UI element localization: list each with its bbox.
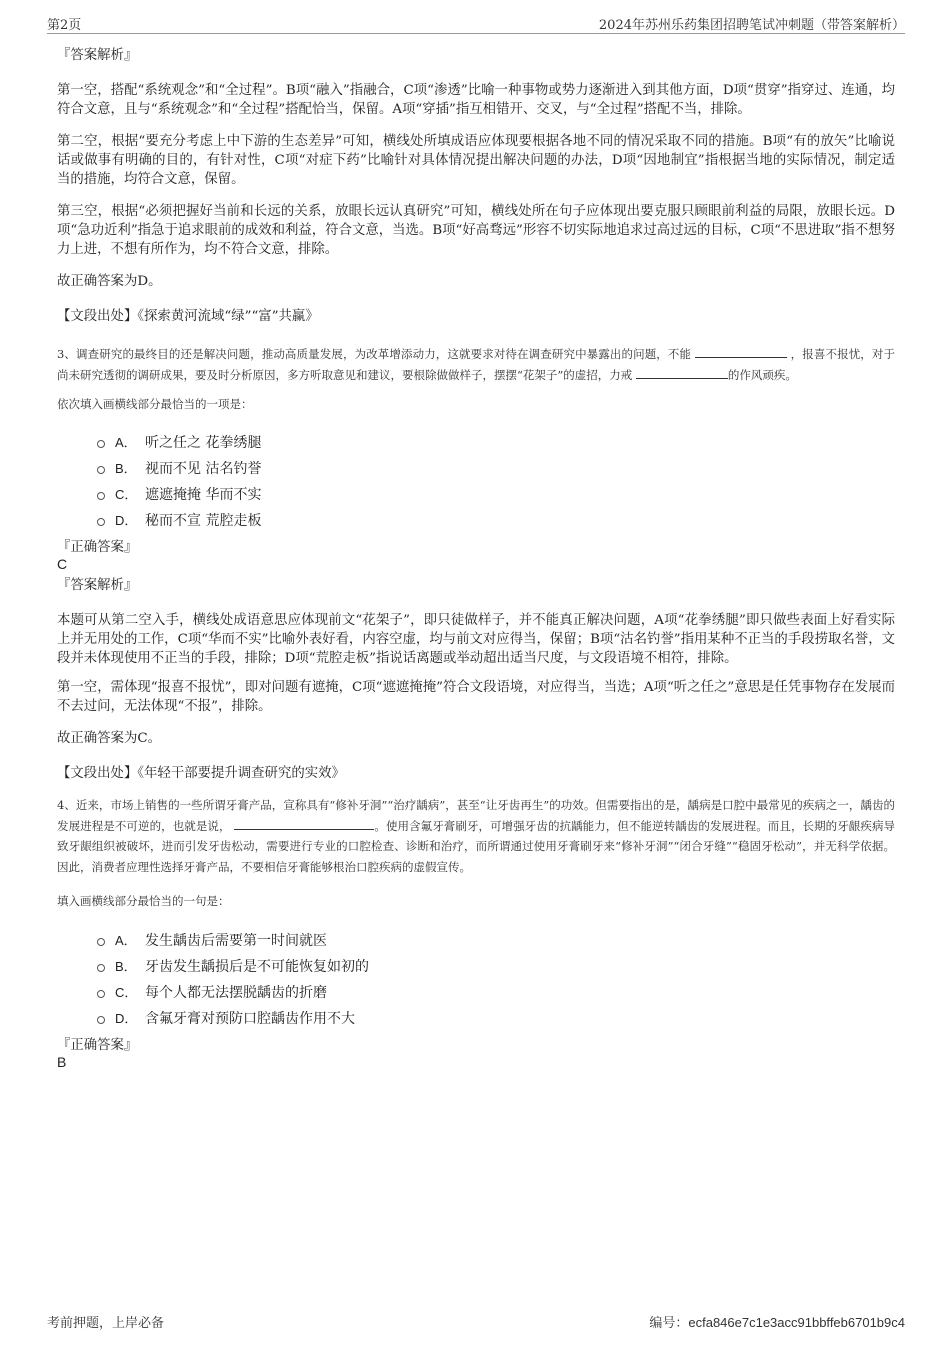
radio-button[interactable] <box>97 518 105 526</box>
radio-button[interactable] <box>97 1016 105 1024</box>
option-c[interactable] <box>57 482 895 508</box>
correct-answer-label: 『正确答案』 <box>57 1038 138 1053</box>
document-code <box>649 1312 905 1331</box>
option-letter: B． <box>115 461 137 476</box>
option-letter: D． <box>115 513 138 528</box>
question-instruction: 填入画横线部分最恰当的一句是： <box>57 894 230 908</box>
question-4-text <box>57 795 895 877</box>
option-a[interactable] <box>57 430 895 456</box>
radio-button[interactable] <box>97 492 105 500</box>
question-instruction: 依次填入画横线部分最恰当的一项是： <box>57 397 253 411</box>
analysis-paragraph: 第二空，根据“要充分考虑上中下游的生态差异”可知，横线处所填成语应体现要根据各地不同的情况采取不同的措施。B项“有的放矢”比喻说话或做事有明确的目的，有针对性，C项“对症下药”比喻针对具体情况提出解决问题的办法，D项“因地制宜”指根据当地的实际情况，制定适当的措施，均符合文意，保留。 <box>57 134 895 187</box>
option-letter: B． <box>115 959 137 974</box>
fill-blank <box>695 345 787 358</box>
option-text: 牙齿发生龋损后是不可能恢复如初的 <box>145 959 369 975</box>
option-letter: C． <box>115 985 138 1000</box>
source-citation: 【文段出处】《探索黄河流域“绿”“富”共赢》 <box>57 309 319 324</box>
question-text-segment: 4、近来，市场上销售的一些所谓牙膏产品，宣称具有“修补牙洞”“治疗龋病”，甚至“让牙齿再生”的功效。但需要指出的是，龋病是口腔中最常见的疾病之一，龋齿的发展进程是不可逆的，也就是说， <box>57 798 895 833</box>
option-letter: A． <box>115 435 137 450</box>
option-b[interactable] <box>57 456 895 482</box>
code-value: ecfa846e7c1e3acc91bbffeb6701b9c4 <box>688 1315 905 1330</box>
code-label: 编号： <box>649 1316 689 1331</box>
option-letter: A． <box>115 933 137 948</box>
radio-button[interactable] <box>97 938 105 946</box>
analysis-label: 『答案解析』 <box>57 578 138 593</box>
footer-slogan: 考前押题，上岸必备 <box>47 1316 165 1331</box>
radio-button[interactable] <box>97 964 105 972</box>
analysis-label: 『答案解析』 <box>57 48 138 63</box>
question-4-options <box>57 928 895 1032</box>
radio-button[interactable] <box>97 990 105 998</box>
page-number: 第2页 <box>47 18 82 33</box>
final-answer-statement: 故正确答案为C。 <box>57 731 161 746</box>
option-text: 秘而不宣 荒腔走板 <box>145 513 262 529</box>
document-title: 2024年苏州乐药集团招聘笔试冲刺题（带答案解析） <box>598 18 905 33</box>
option-a[interactable] <box>57 928 895 954</box>
correct-answer: B <box>57 1054 67 1070</box>
option-text: 发生龋齿后需要第一时间就医 <box>145 933 327 949</box>
option-text: 每个人都无法摆脱龋齿的折磨 <box>145 985 327 1001</box>
option-text: 视而不见 沽名钓誉 <box>145 461 262 477</box>
page-header <box>47 13 905 34</box>
analysis-paragraph: 本题可从第二空入手，横线处成语意思应体现前文“花架子”，即只徒做样子，并不能真正解决问题，A项“花拳绣腿”即只做些表面上好看实际上并无用处的工作，C项“华而不实”比喻外表好看，内容空虚，均与前文对应得当，保留；B项“沽名钓誉”指用某种不正当的手段捞取名誉，文段并未体现使用不正当的手段，排除；D项“荒腔走板”指说话离题或举动超出适当尺度，与文段语境不相符，排除。 <box>57 613 895 666</box>
radio-button[interactable] <box>97 466 105 474</box>
page-footer <box>47 1312 905 1332</box>
analysis-paragraph: 第一空，搭配“系统观念”和“全过程”。B项“融入”指融合，C项“渗透”比喻一种事物或势力逐渐进入到其他方面，D项“贯穿”指穿过、连通，均符合文意，且与“系统观念”和“全过程”搭配恰当，保留。A项“穿插”指互相错开、交叉，与“全过程”搭配不当，排除。 <box>57 83 895 117</box>
fill-blank <box>234 817 374 830</box>
option-text: 含氟牙膏对预防口腔龋齿作用不大 <box>145 1011 355 1027</box>
option-text: 听之任之 花拳绣腿 <box>145 435 262 451</box>
source-citation: 【文段出处】《年轻干部要提升调查研究的实效》 <box>57 766 345 781</box>
question-text-segment: 3、调查研究的最终目的还是解决问题，推动高质量发展，为改革增添动力，这就要求对待在调查研究中暴露出的问题，不能 <box>57 347 692 361</box>
analysis-paragraph: 第一空，需体现“报喜不报忧”，即对问题有遮掩，C项“遮遮掩掩”符合文段语境，对应得当，当选；A项“听之任之”意思是任凭事物存在发展而不去过问，无法体现“不报”，排除。 <box>57 680 895 714</box>
correct-answer-label: 『正确答案』 <box>57 540 138 555</box>
radio-button[interactable] <box>97 440 105 448</box>
option-letter: D． <box>115 1011 138 1026</box>
question-text-segment: 。使用含氟牙膏刷牙，可增强牙齿的抗龋能力，但不能逆转龋齿的发展进程。而且，长期的牙龈疾病导致牙龈组织被破坏，进而引发牙齿松动，需要进行专业的口腔检查、诊断和治疗，而所谓通过使用牙膏刷牙来“修补牙洞”“闭合牙缝”“稳固牙松动”，并无科学依据。因此，消费者应理性选择牙膏产品，不要相信牙膏能够根治口腔疾病的虚假宣传。 <box>57 818 896 874</box>
question-3-options <box>57 430 895 534</box>
option-letter: C． <box>115 487 138 502</box>
page-content <box>57 45 895 1071</box>
correct-answer: C <box>57 556 68 572</box>
option-c[interactable] <box>57 980 895 1006</box>
option-b[interactable] <box>57 954 895 980</box>
final-answer-statement: 故正确答案为D。 <box>57 274 162 289</box>
fill-blank <box>636 366 728 379</box>
option-text: 遮遮掩掩 华而不实 <box>145 487 262 503</box>
question-text-segment: 的作风顽疾。 <box>727 367 797 382</box>
option-d[interactable] <box>57 1006 895 1032</box>
option-d[interactable] <box>57 508 895 534</box>
question-text-segment: ，报喜不报忧，对于尚未研究透彻的调研成果，要及时分析原因，多方听取意见和建议，要根除做做样子，摆摆“花架子”的虚招，力戒 <box>57 347 896 382</box>
analysis-paragraph: 第三空，根据“必须把握好当前和长远的关系，放眼长远认真研究”可知，横线处所在句子应体现出要克服只顾眼前利益的局限，放眼长远。D项“急功近利”指急于追求眼前的成效和利益，符合文意，当选。B项“好高骛远”形容不切实际地追求过高过远的目标，C项“不思进取”指不想努力上进，不想有所作为，均不符合文意，排除。 <box>57 204 895 257</box>
question-3-text <box>57 344 895 385</box>
